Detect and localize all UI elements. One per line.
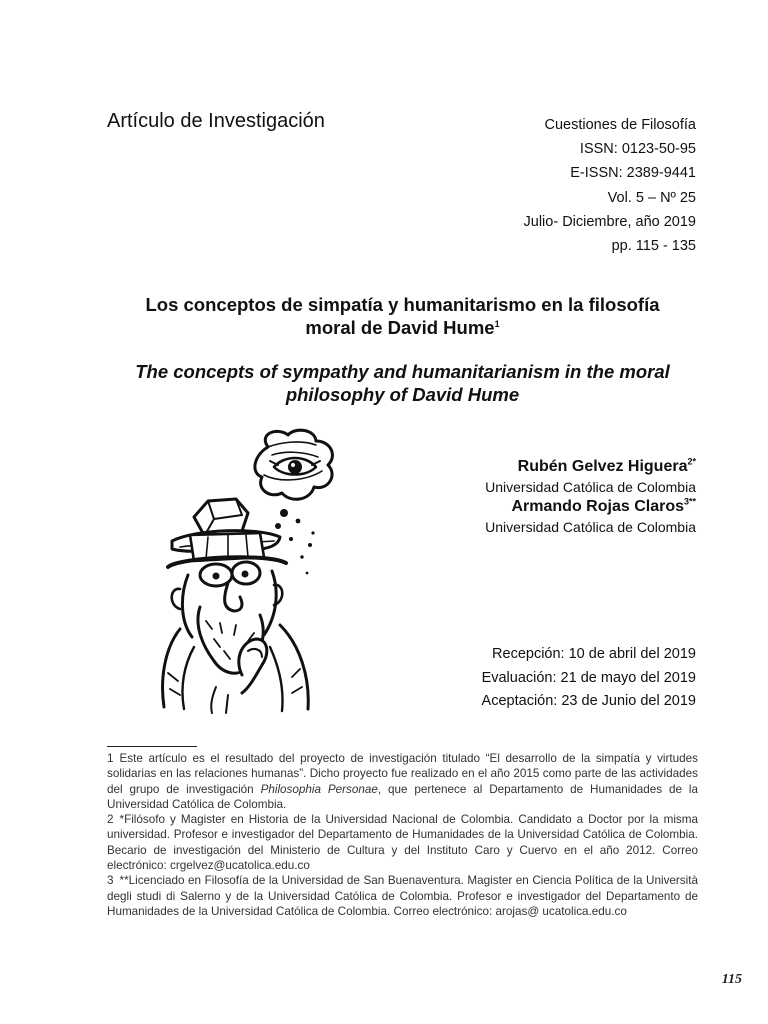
date-evaluated: Evaluación: 21 de mayo del 2019 — [481, 669, 696, 686]
title-english-line: philosophy of David Hume — [285, 384, 520, 405]
footnote-italic: Philosophia Personae — [260, 782, 378, 796]
author-name: Armando Rojas Claros$^{3**}$ — [511, 496, 696, 515]
authors-block — [485, 457, 696, 537]
title-spanish-line: Los conceptos de simpatía y humanitarismo en la filosofía — [145, 294, 660, 315]
author-name: Rubén Gelvez Higuera$^{2*}$ — [517, 456, 696, 475]
journal-period: Julio- Diciembre, año 2019 — [523, 213, 696, 230]
date-received: Recepción: 10 de abril del 2019 — [492, 646, 696, 662]
date-accepted: Aceptación: 23 de Junio del 2019 — [481, 693, 696, 709]
journal-eissn: E-ISSN: 2389-9441 — [570, 165, 696, 182]
journal-issn: ISSN: 0123-50-95 — [579, 141, 696, 158]
footnote-ref-1: 1 — [494, 318, 500, 329]
title-english — [90, 360, 715, 406]
footnote — [107, 812, 698, 873]
author-affiliation: Universidad Católica de Colombia — [485, 479, 696, 495]
thought-dots — [275, 509, 315, 574]
footnote — [107, 873, 698, 919]
footnotes — [107, 751, 698, 919]
journal-meta — [524, 113, 696, 258]
journal-pages: pp. 115 - 135 — [611, 238, 696, 255]
thinking-man-illustration — [150, 425, 345, 715]
footnote — [107, 751, 698, 812]
title-english-line: The concepts of sympathy and humanitarianism in the moral — [135, 361, 670, 382]
footnote-number: 2 — [107, 813, 114, 827]
footnote-text: Este artículo es el resultado del proyecto de investigación titulado “El desarrollo de la simpatía y virtudes solidarias en las relaciones humanas”. Dicho proyecto fue realizado en el año 2015 como parte de las actividades del grupo de investigación — [107, 752, 698, 796]
title-spanish-line: moral de David Hume$^1$ — [305, 317, 500, 338]
footnote-text: *Filósofo y Magister en Historia de la Universidad Nacional de Colombia. Candidato a Doctor por la misma universidad. Profesor e investigador del Departamento de Humanidades de la Universidad Católica de Colombia. Becario de investigación del Ministerio de Cultura y del Instituto Caro y Cuervo en el año 2012. Correo electrónico: crgelvez@ucatolica.edu.co — [107, 813, 698, 873]
author-affiliation: Universidad Católica de Colombia — [485, 519, 696, 535]
page-number: 115 — [721, 972, 742, 987]
submission-dates — [482, 643, 696, 714]
footnote-number: 3 — [107, 874, 114, 888]
footnote-text: **Licenciado en Filosofía de la Universidad de San Buenaventura. Magister en Ciencia Política de la Università degli studi di Salerno y de la Universidad Católica de Colombia. Profesor e investigador del Departamento de Humanidades de la Universidad Católica de Colombia. Correo electrónico: arojas@ ucatolica.edu.co — [107, 874, 698, 918]
footnote-ref-3: 3** — [683, 496, 696, 507]
footnote-number: 1 — [107, 752, 114, 765]
journal-volume: Vol. 5 – Nº 25 — [607, 189, 696, 206]
footnote-text-end: , que pertenece al Departamento de Humanidades de la Universidad Católica de Colombia. — [107, 782, 698, 811]
title-spanish — [90, 293, 715, 339]
thought-bubble-eye-icon — [255, 430, 333, 499]
section-label: Artículo de Investigación — [107, 110, 325, 132]
footnote-ref-2: 2* — [687, 456, 696, 467]
journal-name: Cuestiones de Filosofía — [544, 117, 696, 133]
footnote-divider — [107, 746, 197, 747]
